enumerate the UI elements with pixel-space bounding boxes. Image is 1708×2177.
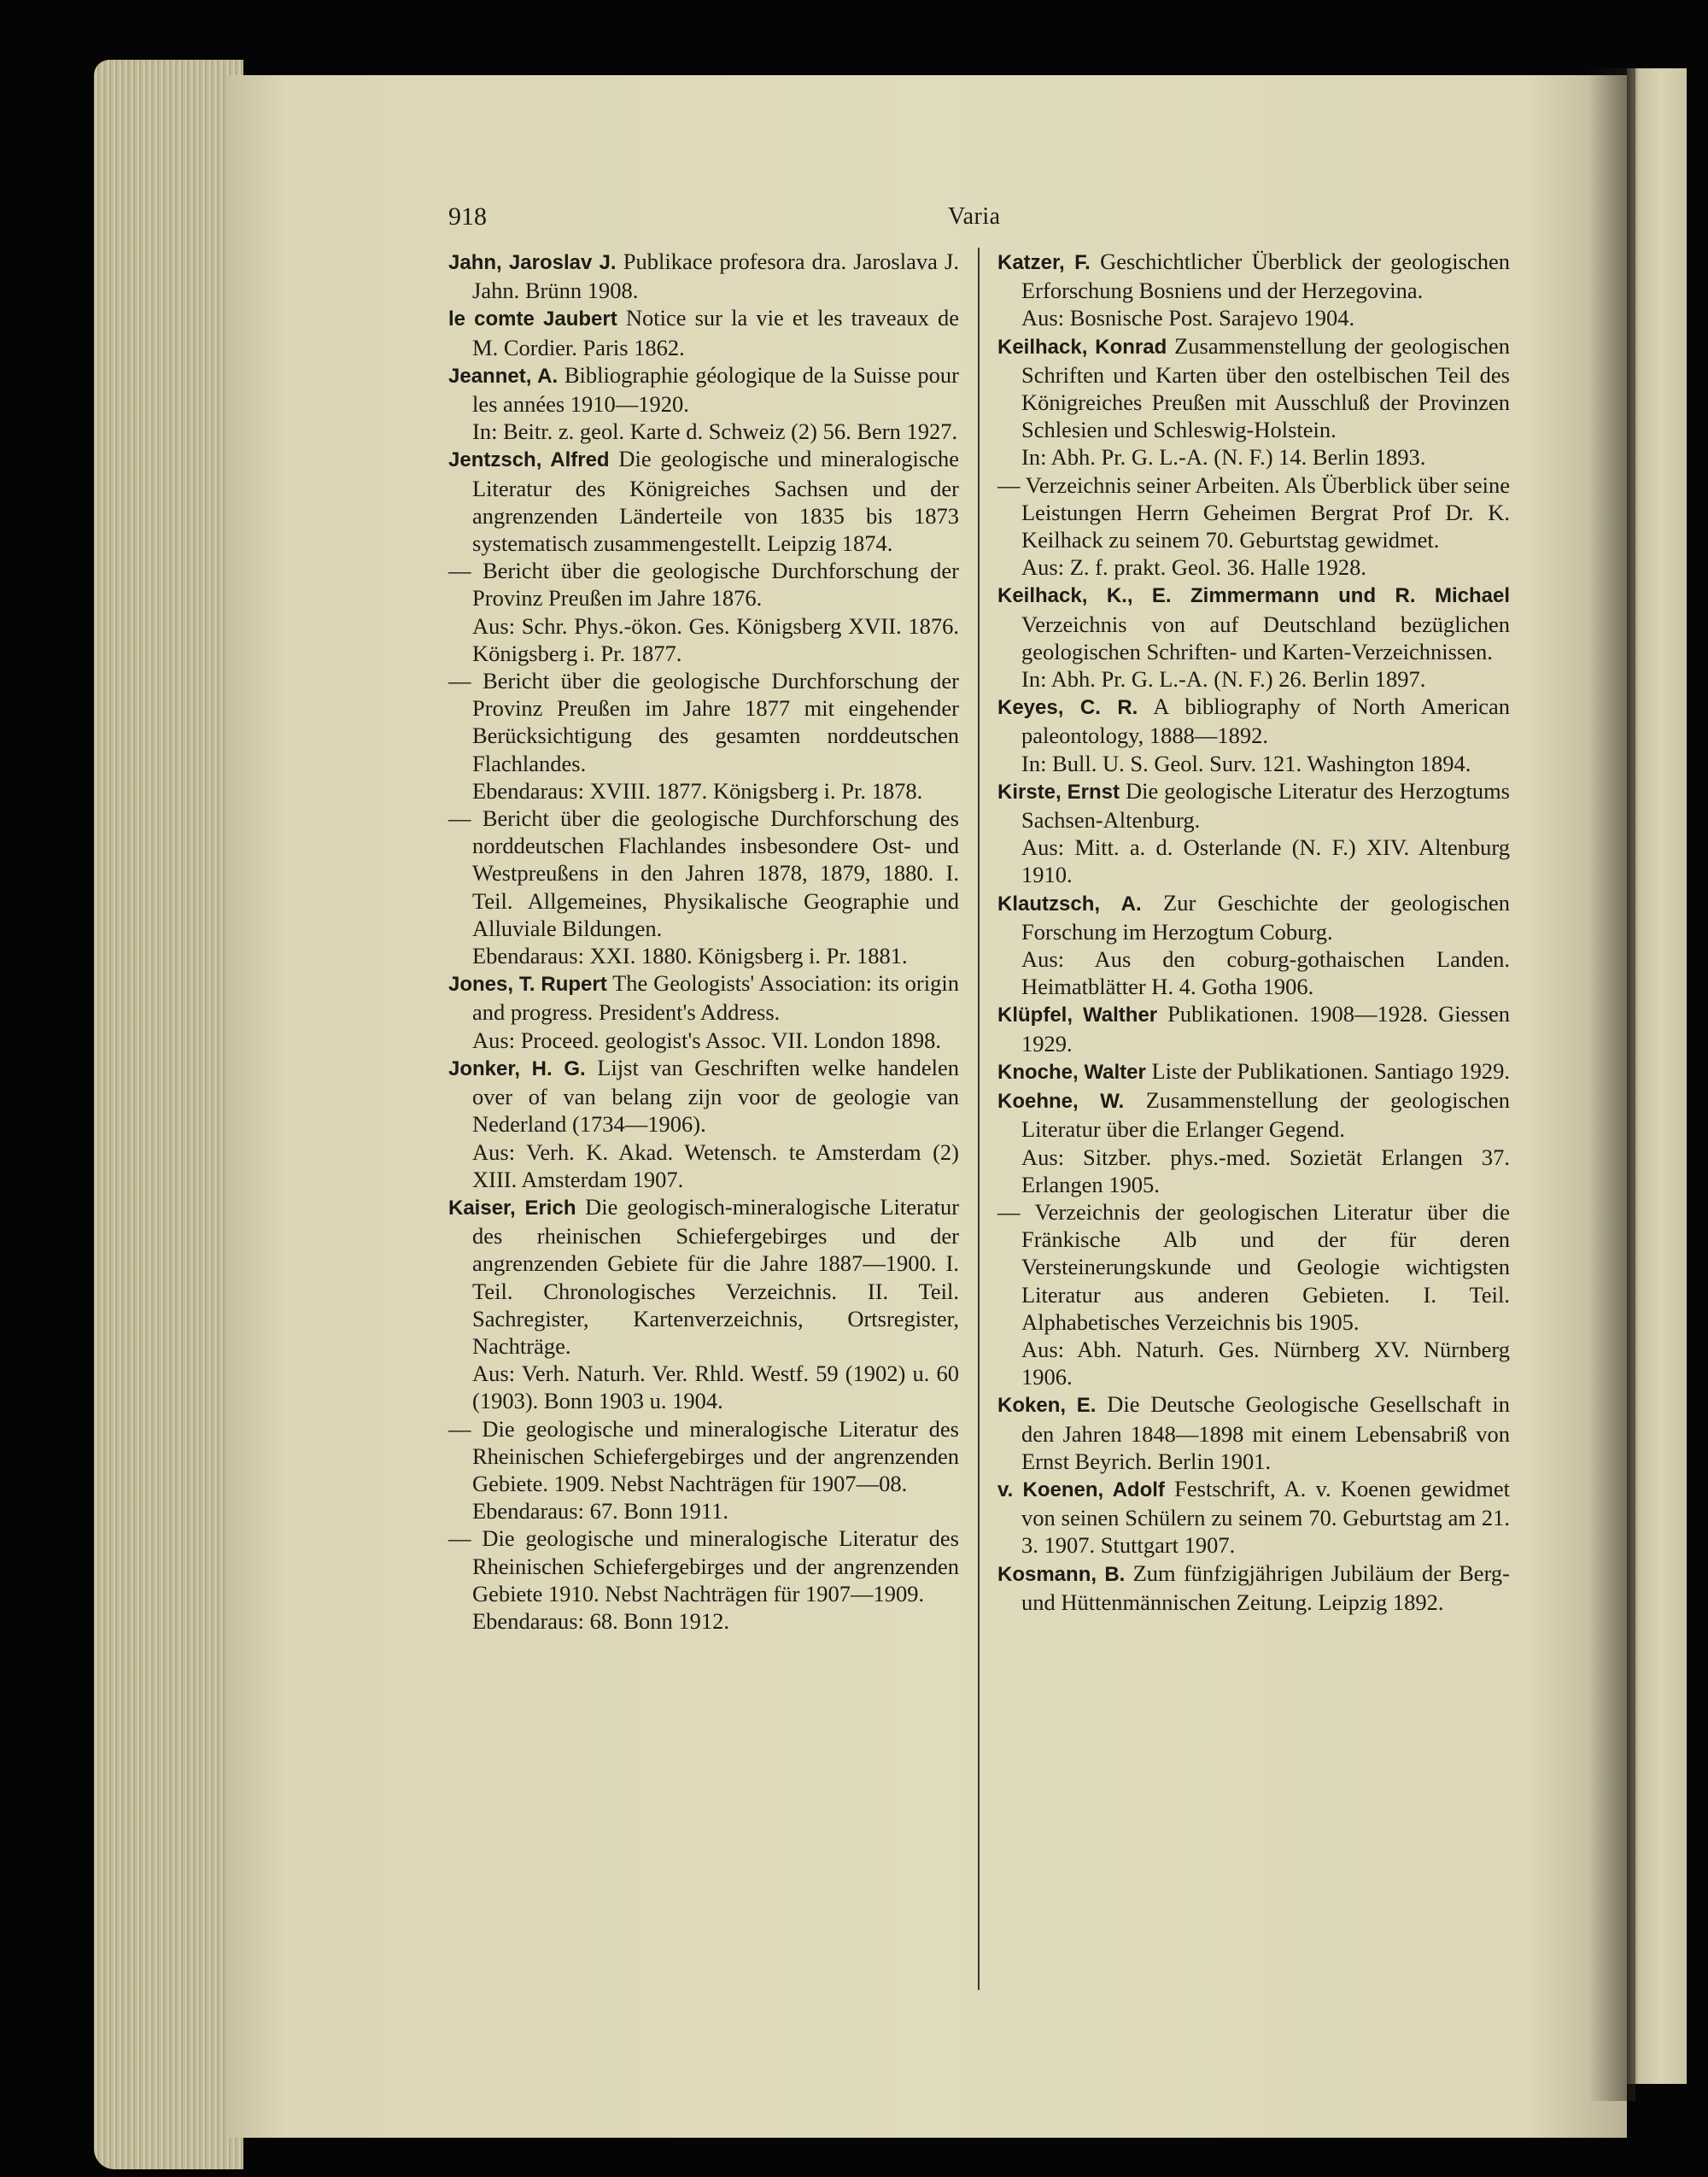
entry-author: le comte Jaubert bbox=[448, 307, 617, 331]
entry-author: Keyes, C. R. bbox=[997, 696, 1138, 720]
bibliography-entry bbox=[997, 1390, 1510, 1475]
entry-title: Die geologisch-mineralogische Literatur des rheinischen Schiefergebirges und der angrenzenden Gebiete für die Jahre 1887—1900. I. Teil. Chronologisches Verzeichnis. II. Teil. Sachregister, Kartenverzeichnis, Ortsregister, Nachträge. bbox=[472, 1193, 960, 1359]
entry-title: Zusammenstellung der geologischen Literatur über die Erlanger Gegend. bbox=[1021, 1087, 1511, 1143]
entry-source: Aus: Schr. Phys.-ökon. Ges. Königsberg XVII. 1876. Königsberg i. Pr. 1877. bbox=[472, 612, 959, 666]
entry-title: — Verzeichnis der geologischen Literatur über die Fränkische Alb und der für deren Versteinerungskunde und Geologie wichtigsten Literatur aus anderen Gebieten. I. Teil. Alphabetisches Verzeichnis bis 1905. bbox=[997, 1198, 1510, 1335]
entry-main bbox=[997, 332, 1510, 444]
entry-main bbox=[997, 1390, 1510, 1475]
entry-source: Aus: Abh. Naturh. Ges. Nürnberg XV. Nürnberg 1906. bbox=[1021, 1336, 1510, 1390]
bibliography-entry bbox=[997, 693, 1510, 777]
entry-main bbox=[448, 805, 959, 942]
bibliography-entry bbox=[448, 361, 959, 446]
entry-main bbox=[448, 969, 959, 1026]
entry-title: A bibliography of North American paleontology, 1888—1892. bbox=[1021, 693, 1510, 749]
bibliography-entry bbox=[997, 581, 1510, 693]
entry-author: Kaiser, Erich bbox=[448, 1196, 576, 1220]
bibliography-entry bbox=[997, 1475, 1510, 1560]
bibliography-entry bbox=[997, 889, 1510, 1001]
bibliography-entry bbox=[448, 1054, 959, 1193]
entry-title: Lijst van Geschriften welke handelen over of van belang zijn voor de geologie van Nederland (1734—1906). bbox=[472, 1054, 959, 1138]
left-column bbox=[448, 248, 959, 1635]
entry-source: Aus: Sitzber. phys.-med. Sozietät Erlangen 37. Erlangen 1905. bbox=[1021, 1144, 1510, 1197]
entry-main bbox=[997, 777, 1510, 834]
entry-title: — Bericht über die geologische Durchforschung der Provinz Preußen im Jahre 1877 mit eingehender Berücksichtigung des gesamten norddeutschen Flachlandes. bbox=[448, 668, 959, 776]
entry-source: In: Abh. Pr. G. L.-A. (N. F.) 14. Berlin 1893. bbox=[1021, 444, 1426, 471]
entry-author: Klautzsch, A. bbox=[997, 892, 1142, 916]
entry-title: Liste der Publikationen. Santiago 1929. bbox=[1151, 1057, 1510, 1084]
entry-author: Jeannet, A. bbox=[448, 364, 559, 388]
entry-title: Bibliographie géologique de la Suisse pour les années 1910—1920. bbox=[472, 361, 959, 418]
bibliography-entry bbox=[448, 1415, 959, 1525]
entry-source: Aus: Proceed. geologist's Assoc. VII. London 1898. bbox=[472, 1027, 941, 1053]
entry-main bbox=[997, 1057, 1510, 1086]
bibliography-entry bbox=[448, 969, 959, 1054]
bibliography-entry bbox=[448, 304, 959, 360]
entry-title: Festschrift, A. v. Koenen gewidmet von seinen Schülern zu seinem 70. Geburtstag am 21. 3. 1907. Stuttgart 1907. bbox=[1021, 1475, 1510, 1559]
entry-source: In: Abh. Pr. G. L.-A. (N. F.) 26. Berlin 1897. bbox=[1021, 666, 1426, 693]
entry-source: Ebendaraus: 67. Bonn 1911. bbox=[472, 1498, 729, 1524]
entry-main bbox=[448, 667, 959, 777]
running-head: Varia bbox=[948, 203, 1001, 230]
entry-title: Publikace profesora dra. Jaroslava J. Jahn. Brünn 1908. bbox=[472, 249, 959, 304]
entry-author: Jones, T. Rupert bbox=[448, 973, 607, 997]
entry-author: Katzer, F. bbox=[997, 251, 1091, 274]
entry-author: Klüpfel, Walther bbox=[997, 1004, 1158, 1027]
bibliography-entry bbox=[448, 248, 959, 304]
entry-source: Aus: Mitt. a. d. Osterlande (N. F.) XIV. Altenburg 1910. bbox=[1021, 834, 1510, 888]
entry-title: Zum fünfzigjährigen Jubiläum der Berg- und Hüttenmännischen Zeitung. Leipzig 1892. bbox=[1021, 1560, 1510, 1615]
bibliography-entry bbox=[997, 1560, 1510, 1616]
entry-source: Ebendaraus: XXI. 1880. Königsberg i. Pr. 1881. bbox=[472, 943, 908, 969]
entry-title: Zusammenstellung der geologischen Schriften und Karten über den ostelbischen Teil des Königreiches Preußen mit Ausschluß der Provinzen Schlesien und Schleswig-Holstein. bbox=[1021, 332, 1511, 443]
entry-source: Aus: Verh. K. Akad. Wetensch. te Amsterdam (2) XIII. Amsterdam 1907. bbox=[472, 1138, 959, 1192]
entry-title: Zur Geschichte der geologischen Forschung im Herzogtum Coburg. bbox=[1021, 889, 1510, 945]
entry-author: Keilhack, Konrad bbox=[997, 335, 1167, 359]
entry-source: Ebendaraus: 68. Bonn 1912. bbox=[472, 1607, 730, 1634]
entry-source: Aus: Verh. Naturh. Ver. Rhld. Westf. 59 (1902) u. 60 (1903). Bonn 1903 u. 1904. bbox=[472, 1361, 959, 1414]
bibliography-entry bbox=[997, 471, 1510, 582]
entry-author: v. Koenen, Adolf bbox=[997, 1478, 1165, 1501]
column-divider bbox=[978, 248, 980, 1990]
entry-title: Die geologische Literatur des Herzogtums Sachsen-Altenburg. bbox=[1021, 777, 1510, 834]
entry-title: Notice sur la vie et les traveaux de M. Cordier. Paris 1862. bbox=[472, 305, 960, 360]
page-number: 918 bbox=[448, 202, 487, 231]
entry-main bbox=[997, 581, 1510, 665]
entry-main bbox=[448, 1054, 959, 1138]
entry-main bbox=[448, 1193, 959, 1360]
entry-title: Verzeichnis von auf Deutschland bezüglichen geologischen Schriften- und Karten-Verzeichnissen. bbox=[1021, 611, 1510, 664]
entry-author: Jahn, Jaroslav J. bbox=[448, 251, 617, 274]
entry-main bbox=[448, 304, 959, 360]
facing-page-edge bbox=[1627, 68, 1687, 2084]
entry-title: — Verzeichnis seiner Arbeiten. Als Überblick über seine Leistungen Herrn Geheimen Bergrat Prof Dr. K. Keilhack zu seinem 70. Geburtstag gewidmet. bbox=[997, 471, 1511, 553]
entry-main bbox=[997, 1000, 1510, 1056]
bibliography-entry bbox=[448, 557, 959, 667]
entry-author: Knoche, Walter bbox=[997, 1060, 1146, 1084]
entry-main bbox=[448, 248, 959, 304]
entry-main bbox=[997, 1086, 1510, 1143]
entry-title: Publikationen. 1908—1928. Giessen 1929. bbox=[1021, 1001, 1511, 1056]
entry-title: The Geologists' Association: its origin and progress. President's Address. bbox=[472, 970, 959, 1026]
entry-author: Jentzsch, Alfred bbox=[448, 448, 610, 472]
entry-main bbox=[997, 1475, 1510, 1560]
entry-source: Aus: Bosnische Post. Sarajevo 1904. bbox=[1021, 305, 1355, 331]
bibliography-entry bbox=[448, 445, 959, 557]
entry-main bbox=[448, 557, 959, 612]
bibliography-entry bbox=[997, 248, 1510, 332]
entry-main bbox=[448, 1524, 959, 1607]
entry-source: Aus: Aus den coburg-gothaischen Landen. Heimatblätter H. 4. Gotha 1906. bbox=[1021, 946, 1510, 1000]
entry-main bbox=[997, 693, 1510, 749]
entry-title: — Die geologische und mineralogische Literatur des Rheinischen Schiefergebirges und der angrenzenden Gebiete. 1909. Nebst Nachträgen für 1907—08. bbox=[448, 1415, 959, 1496]
bibliography-entry bbox=[448, 1524, 959, 1635]
entry-main bbox=[448, 1415, 959, 1498]
entry-main bbox=[448, 445, 959, 557]
entry-author: Keilhack, K., E. Zimmermann und R. Michael bbox=[997, 584, 1510, 608]
entry-main bbox=[997, 1560, 1510, 1616]
entry-title: Geschichtlicher Überblick der geologischen Erforschung Bosniens und der Herzegovina. bbox=[1021, 249, 1510, 304]
entry-title: — Bericht über die geologische Durchforschung des norddeutschen Flachlandes insbesondere Ost- und Westpreußens in den Jahren 1878, 1879, 1880. I. Teil. Allgemeines, Physikalische Geographie und Alluviale Bildungen. bbox=[448, 805, 959, 941]
bibliography-entry bbox=[448, 1193, 959, 1415]
entry-main bbox=[997, 1198, 1510, 1336]
bibliography-entry bbox=[997, 1000, 1510, 1056]
entry-author: Koken, E. bbox=[997, 1394, 1097, 1418]
entry-title: Die Deutsche Geologische Gesellschaft in den Jahren 1848—1898 mit einem Lebensabriß von Ernst Beyrich. Berlin 1901. bbox=[1021, 1391, 1511, 1474]
entry-source: Aus: Z. f. prakt. Geol. 36. Halle 1928. bbox=[1021, 554, 1367, 581]
entry-title: — Bericht über die geologische Durchforschung der Provinz Preußen im Jahre 1876. bbox=[448, 558, 959, 612]
bibliography-entry bbox=[997, 1086, 1510, 1198]
entry-main bbox=[997, 471, 1510, 554]
bibliography-entry bbox=[448, 667, 959, 805]
gutter-shadow bbox=[1588, 68, 1635, 2101]
entry-main bbox=[448, 361, 959, 418]
bibliography-entry bbox=[448, 805, 959, 969]
bibliography-entry bbox=[997, 1057, 1510, 1086]
entry-source: In: Beitr. z. geol. Karte d. Schweiz (2) 56. Bern 1927. bbox=[472, 418, 958, 445]
page-header bbox=[448, 198, 1516, 248]
page-content bbox=[448, 198, 1516, 1634]
entry-author: Koehne, W. bbox=[997, 1090, 1125, 1114]
right-column bbox=[997, 248, 1510, 1616]
entry-title: Die geologische und mineralogische Literatur des Königreiches Sachsen und der angrenzenden Länderteile von 1835 bis 1873 systematisch zusammengestellt. Leipzig 1874. bbox=[472, 446, 959, 557]
bibliography-entry bbox=[997, 1198, 1510, 1390]
entry-source: Ebendaraus: XVIII. 1877. Königsberg i. Pr. 1878. bbox=[472, 777, 923, 804]
entry-source: In: Bull. U. S. Geol. Surv. 121. Washington 1894. bbox=[1021, 750, 1471, 776]
entry-author: Jonker, H. G. bbox=[448, 1056, 586, 1080]
entry-author: Kosmann, B. bbox=[997, 1562, 1126, 1586]
entry-main bbox=[997, 248, 1510, 304]
bibliography-entry bbox=[997, 777, 1510, 889]
entry-title: — Die geologische und mineralogische Literatur des Rheinischen Schiefergebirges und der angrenzenden Gebiete 1910. Nebst Nachträgen für 1907—1909. bbox=[448, 1525, 959, 1606]
book-page-edges bbox=[94, 60, 243, 2169]
entry-author: Kirste, Ernst bbox=[997, 780, 1120, 804]
bibliography-entry bbox=[997, 332, 1510, 471]
entry-main bbox=[997, 889, 1510, 945]
